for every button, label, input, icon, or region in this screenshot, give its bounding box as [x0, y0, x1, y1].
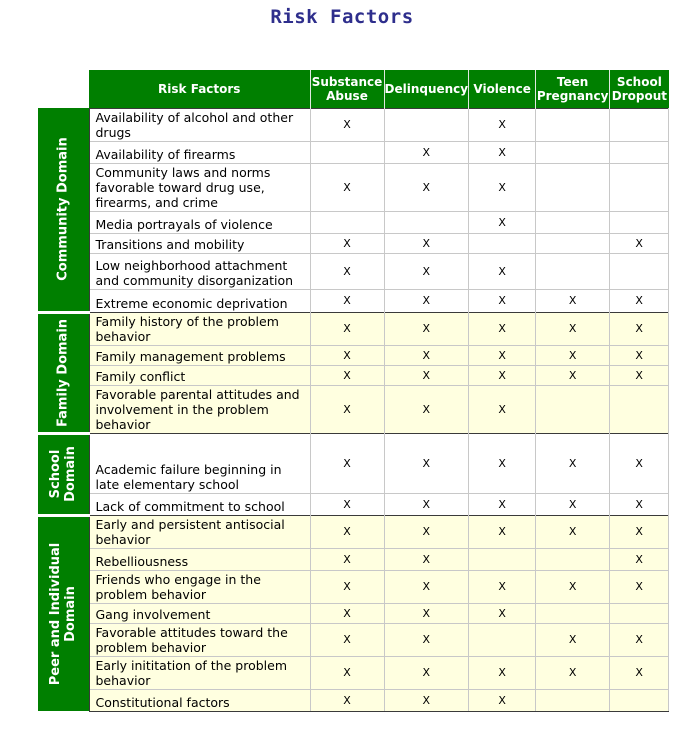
mark-substance-abuse: X: [310, 548, 384, 570]
header-teen-pregnancy: Teen Pregnancy: [536, 70, 610, 108]
mark-teen-pregnancy: [536, 108, 610, 141]
risk-factor-cell: Extreme economic deprivation: [89, 289, 310, 312]
domain-label: Family Domain: [55, 318, 71, 427]
domain-family: [38, 312, 89, 433]
mark-violence: X: [469, 656, 536, 689]
mark-delinquency: X: [384, 253, 469, 289]
mark-teen-pregnancy: [536, 385, 610, 433]
table-row: [38, 312, 669, 345]
mark-teen-pregnancy: X: [536, 345, 610, 365]
risk-factor-cell: Gang involvement: [89, 603, 310, 623]
risk-factors-table: [38, 70, 669, 712]
mark-delinquency: X: [384, 623, 469, 656]
mark-teen-pregnancy: X: [536, 493, 610, 515]
mark-school-dropout: [610, 108, 669, 141]
mark-substance-abuse: X: [310, 163, 384, 211]
table-row: [38, 493, 669, 515]
mark-substance-abuse: X: [310, 493, 384, 515]
mark-violence: X: [469, 365, 536, 385]
risk-factor-cell: Community laws and norms favorable toward drug use, firearms, and crime: [89, 163, 310, 211]
mark-teen-pregnancy: X: [536, 365, 610, 385]
mark-teen-pregnancy: [536, 211, 610, 233]
mark-delinquency: X: [384, 570, 469, 603]
header-risk-factors: Risk Factors: [89, 70, 310, 108]
mark-delinquency: X: [384, 515, 469, 548]
risk-factor-cell: Rebelliousness: [89, 548, 310, 570]
risk-factor-cell: Family history of the problem behavior: [89, 312, 310, 345]
mark-delinquency: X: [384, 493, 469, 515]
header-violence: Violence: [469, 70, 536, 108]
mark-delinquency: X: [384, 312, 469, 345]
table-row: [38, 233, 669, 253]
mark-school-dropout: X: [610, 312, 669, 345]
mark-delinquency: X: [384, 233, 469, 253]
mark-violence: X: [469, 493, 536, 515]
domain-label: School Domain: [48, 446, 79, 502]
mark-violence: X: [469, 345, 536, 365]
mark-violence: X: [469, 289, 536, 312]
mark-delinquency: X: [384, 548, 469, 570]
mark-delinquency: X: [384, 656, 469, 689]
table-row: [38, 211, 669, 233]
table-row: [38, 108, 669, 141]
domain-community: [38, 108, 89, 312]
mark-substance-abuse: X: [310, 656, 384, 689]
mark-school-dropout: X: [610, 548, 669, 570]
header-corner: [38, 70, 89, 108]
risk-factor-cell: Family conflict: [89, 365, 310, 385]
table-row: [38, 141, 669, 163]
table-row: [38, 515, 669, 548]
mark-substance-abuse: X: [310, 433, 384, 493]
mark-teen-pregnancy: [536, 233, 610, 253]
mark-substance-abuse: X: [310, 385, 384, 433]
mark-delinquency: X: [384, 385, 469, 433]
mark-teen-pregnancy: [536, 253, 610, 289]
mark-violence: X: [469, 515, 536, 548]
mark-violence: X: [469, 570, 536, 603]
mark-teen-pregnancy: X: [536, 433, 610, 493]
mark-school-dropout: [610, 253, 669, 289]
mark-substance-abuse: X: [310, 623, 384, 656]
header-substance-abuse: Substance Abuse: [310, 70, 384, 108]
mark-school-dropout: X: [610, 656, 669, 689]
mark-school-dropout: X: [610, 345, 669, 365]
mark-teen-pregnancy: [536, 603, 610, 623]
mark-violence: [469, 623, 536, 656]
page-title: Risk Factors: [270, 6, 414, 28]
mark-substance-abuse: X: [310, 365, 384, 385]
mark-school-dropout: [610, 211, 669, 233]
mark-violence: X: [469, 211, 536, 233]
mark-violence: X: [469, 163, 536, 211]
table-row: [38, 623, 669, 656]
table-row: [38, 253, 669, 289]
domain-label: Peer and Individual Domain: [48, 542, 79, 686]
risk-factor-cell: Friends who engage in the problem behavior: [89, 570, 310, 603]
table-row: [38, 163, 669, 211]
mark-violence: X: [469, 312, 536, 345]
table-row: [38, 365, 669, 385]
mark-substance-abuse: X: [310, 312, 384, 345]
mark-violence: X: [469, 141, 536, 163]
mark-violence: X: [469, 108, 536, 141]
mark-substance-abuse: X: [310, 253, 384, 289]
mark-violence: [469, 548, 536, 570]
table-row: [38, 345, 669, 365]
mark-teen-pregnancy: X: [536, 570, 610, 603]
risk-factor-cell: Availability of alcohol and other drugs: [89, 108, 310, 141]
table-row: [38, 385, 669, 433]
mark-teen-pregnancy: X: [536, 656, 610, 689]
risk-factor-cell: Favorable parental attitudes and involvement in the problem behavior: [89, 385, 310, 433]
mark-delinquency: X: [384, 433, 469, 493]
mark-substance-abuse: X: [310, 233, 384, 253]
mark-substance-abuse: X: [310, 515, 384, 548]
mark-school-dropout: X: [610, 365, 669, 385]
mark-delinquency: X: [384, 289, 469, 312]
mark-school-dropout: X: [610, 515, 669, 548]
mark-school-dropout: X: [610, 433, 669, 493]
domain-label: Community Domain: [55, 137, 71, 281]
table-row: [38, 656, 669, 689]
mark-delinquency: X: [384, 163, 469, 211]
mark-violence: [469, 233, 536, 253]
mark-violence: X: [469, 603, 536, 623]
risk-factor-cell: Availability of firearms: [89, 141, 310, 163]
risk-factor-cell: Early and persistent antisocial behavior: [89, 515, 310, 548]
table-row: [38, 433, 669, 493]
risk-factor-cell: Lack of commitment to school: [89, 493, 310, 515]
domain-school: [38, 433, 89, 515]
risk-factor-cell: Early inititation of the problem behavior: [89, 656, 310, 689]
mark-teen-pregnancy: X: [536, 289, 610, 312]
table-row: [38, 289, 669, 312]
mark-teen-pregnancy: X: [536, 312, 610, 345]
mark-violence: X: [469, 253, 536, 289]
mark-delinquency: X: [384, 141, 469, 163]
header-delinquency: Delinquency: [384, 70, 469, 108]
mark-delinquency: X: [384, 345, 469, 365]
header-school-dropout: School Dropout: [610, 70, 669, 108]
table-row: [38, 689, 669, 711]
mark-delinquency: [384, 108, 469, 141]
mark-teen-pregnancy: [536, 163, 610, 211]
mark-school-dropout: X: [610, 289, 669, 312]
mark-teen-pregnancy: [536, 548, 610, 570]
mark-substance-abuse: X: [310, 345, 384, 365]
table-row: [38, 603, 669, 623]
risk-factor-cell: Low neighborhood attachment and community disorganization: [89, 253, 310, 289]
mark-substance-abuse: [310, 211, 384, 233]
mark-violence: X: [469, 433, 536, 493]
mark-school-dropout: X: [610, 623, 669, 656]
mark-substance-abuse: X: [310, 570, 384, 603]
mark-substance-abuse: X: [310, 289, 384, 312]
risk-factor-cell: Media portrayals of violence: [89, 211, 310, 233]
mark-delinquency: X: [384, 689, 469, 711]
mark-delinquency: X: [384, 365, 469, 385]
table-row: [38, 570, 669, 603]
mark-delinquency: [384, 211, 469, 233]
mark-substance-abuse: X: [310, 689, 384, 711]
mark-school-dropout: [610, 689, 669, 711]
mark-delinquency: X: [384, 603, 469, 623]
table-row: [38, 548, 669, 570]
mark-teen-pregnancy: [536, 141, 610, 163]
mark-teen-pregnancy: X: [536, 515, 610, 548]
risk-factor-cell: Academic failure beginning in late elementary school: [89, 433, 310, 493]
risk-factor-cell: Family management problems: [89, 345, 310, 365]
risk-factor-cell: Favorable attitudes toward the problem behavior: [89, 623, 310, 656]
mark-school-dropout: [610, 385, 669, 433]
mark-substance-abuse: X: [310, 603, 384, 623]
risk-factor-cell: Constitutional factors: [89, 689, 310, 711]
mark-school-dropout: X: [610, 493, 669, 515]
mark-violence: X: [469, 385, 536, 433]
domain-peer-individual: [38, 515, 89, 711]
mark-substance-abuse: [310, 141, 384, 163]
mark-teen-pregnancy: [536, 689, 610, 711]
mark-school-dropout: [610, 163, 669, 211]
mark-violence: X: [469, 689, 536, 711]
mark-school-dropout: X: [610, 233, 669, 253]
mark-teen-pregnancy: X: [536, 623, 610, 656]
mark-substance-abuse: X: [310, 108, 384, 141]
risk-factor-cell: Transitions and mobility: [89, 233, 310, 253]
mark-school-dropout: [610, 141, 669, 163]
mark-school-dropout: X: [610, 570, 669, 603]
mark-school-dropout: [610, 603, 669, 623]
header-row: [38, 70, 669, 108]
